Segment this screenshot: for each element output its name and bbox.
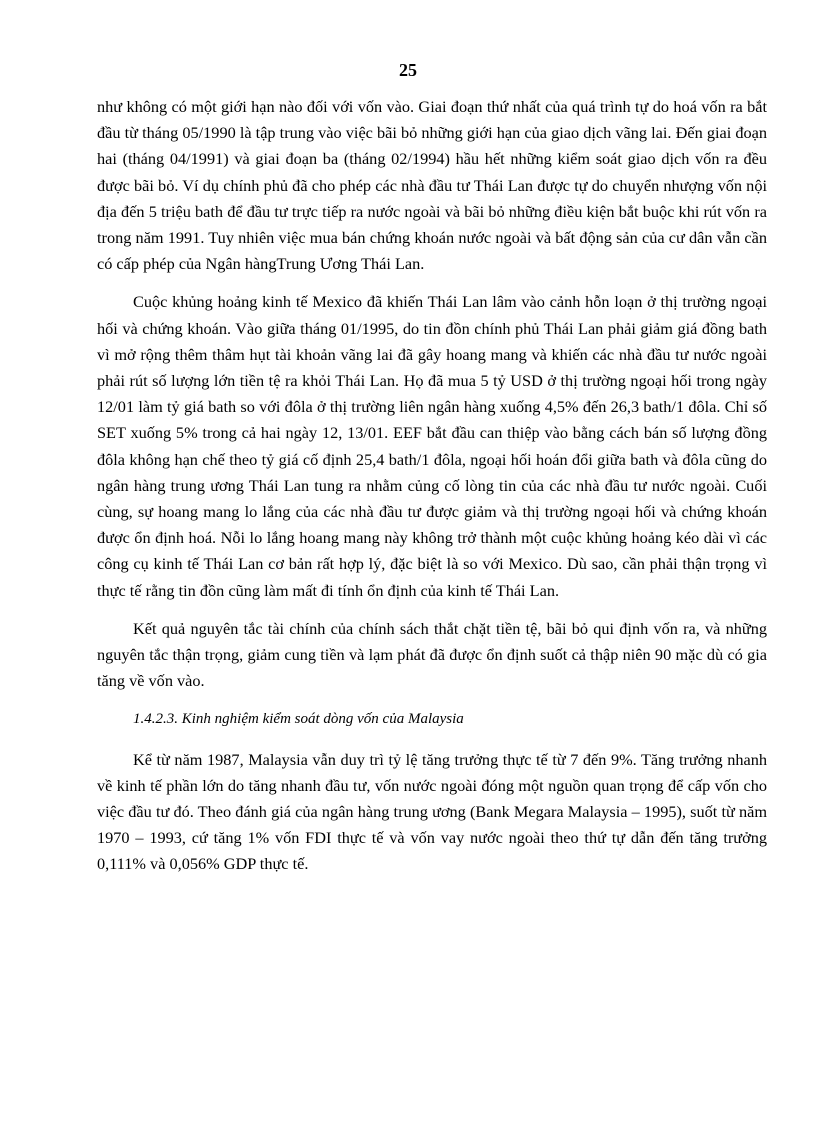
page-number: 25 [399,60,417,80]
paragraph-continuation: như không có một giới hạn nào đối với vốn vào. Giai đoạn thứ nhất của quá trình tự do hoá vốn ra bắt đầu từ tháng 05/1990 là tập trung vào việc bãi bỏ những giới hạn của giao dịch vãng lai. Đến giai đoạn hai (tháng 04/1991) và giai đoạn ba (tháng 02/1994) hầu hết những kiểm soát giao dịch vốn ra đều được bãi bỏ. Ví dụ chính phủ đã cho phép các nhà đầu tư Thái Lan được tự do chuyển nhượng vốn nội địa đến 5 triệu bath để đầu tư trực tiếp ra nước ngoài và bãi bỏ những điều kiện bắt buộc khi rút vốn ra trong năm 1991. Tuy nhiên việc mua bán chứng khoán nước ngoài và bất động sản của cư dân vẫn cần có cấp phép của Ngân hàngTrung Ương Thái Lan. [97,97,767,274]
page-body [97,94,767,890]
paragraph-mexico-crisis: Cuộc khủng hoảng kinh tế Mexico đã khiến Thái Lan lâm vào cảnh hỗn loạn ở thị trường ngoại hối và chứng khoán. Vào giữa tháng 01/1995, do tin đồn chính phủ Thái Lan phải giảm giá đồng bath vì mở rộng thêm thâm hụt tài khoản vãng lai đã gây hoang mang và khiến các nhà đầu tư nước ngoài phải rút số lượng lớn tiền tệ ra khỏi Thái Lan. Họ đã mua 5 tỷ USD ở thị trường ngoại hối trong ngày 12/01 làm tỷ giá bath so với đôla ở thị trường liên ngân hàng xuống 4,5% đến 26,3 bath/1 đôla. Chỉ số SET xuống 5% trong cả hai ngày 12, 13/01. EEF bắt đầu can thiệp vào bằng cách bán số lượng đồng đôla không hạn chế theo tỷ giá cố định 25,4 bath/1 đôla, ngoại hối hoán đổi giữa bath và đôla cũng do ngân hàng trung ương Thái Lan tung ra nhằm củng cố lòng tin của các nhà đầu tư nước ngoài. Cuối cùng, sự hoang mang lo lắng của các nhà đầu tư được giảm và thị trường ngoại hối và chứng khoán được ổn định hoá. Nỗi lo lắng hoang mang này không trở thành một cuộc khủng hoảng kéo dài vì các công cụ kinh tế Thái Lan cơ bản rất hợp lý, đặc biệt là so với Mexico. Dù sao, cần phải thận trọng vì thực tế rằng tin đồn cũng làm mất đi tính ổn định của kinh tế Thái Lan. [97,292,767,600]
section-heading-malaysia: 1.4.2.3. Kinh nghiệm kiểm soát dòng vốn của Malaysia [133,711,464,728]
paragraph-results: Kết quả nguyên tắc tài chính của chính sách thắt chặt tiền tệ, bãi bỏ qui định vốn ra, và những nguyên tắc thận trọng, giảm cung tiền và lạm phát đã được ổn định suốt cả thập niên 90 mặc dù có gia tăng về vốn vào. [97,618,767,691]
paragraph-malaysia: Kể từ năm 1987, Malaysia vẫn duy trì tỷ lệ tăng trưởng thực tế từ 7 đến 9%. Tăng trưởng nhanh về kinh tế phần lớn do tăng nhanh đầu tư, vốn nước ngoài đóng một nguồn quan trọng để cấp vốn cho việc đầu tư đó. Theo đánh giá của ngân hàng trung ương (Bank Megara Malaysia – 1995), suốt từ năm 1970 – 1993, cứ tăng 1% vốn FDI thực tế và vốn vay nước ngoài theo thứ tự dẫn đến tăng trưởng 0,111% và 0,056% GDP thực tế. [97,749,767,874]
